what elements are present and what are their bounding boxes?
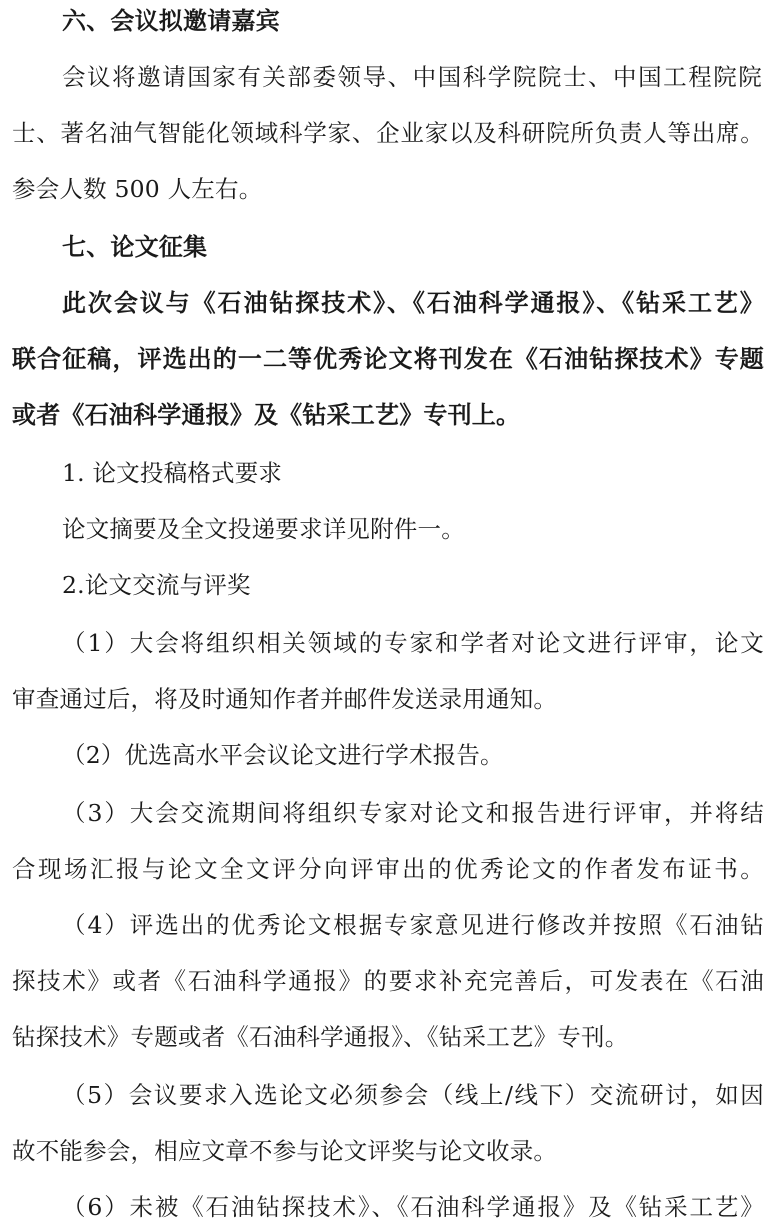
point-line: （3）大会交流期间将组织专家对论文和报告进行评审，并将结	[62, 799, 764, 827]
point-line: 钻探技术》专题或者《石油科学通报》、《钻采工艺》专刊。	[12, 1023, 629, 1051]
section-heading-paper-collection: 七、论文征集	[62, 233, 208, 261]
item-title-exchange-awards: 2.论文交流与评奖	[62, 571, 251, 599]
point-line: 探技术》或者《石油科学通报》的要求补充完善后，可发表在《石油	[12, 967, 764, 995]
item-title-format-requirements: 1. 论文投稿格式要求	[62, 459, 283, 487]
intro-line: 此次会议与《石油钻探技术》、《石油科学通报》、《钻采工艺》	[62, 289, 764, 317]
point-line: （2）优选高水平会议论文进行学术报告。	[62, 741, 504, 769]
item-text: 论文摘要及全文投递要求详见附件一。	[62, 515, 465, 543]
point-line: 故不能参会，相应文章不参与论文评奖与论文收录。	[12, 1137, 558, 1165]
point-line: （6）未被《石油钻探技术》、《石油科学通报》及《钻采工艺》	[62, 1193, 764, 1221]
paragraph-line: 会议将邀请国家有关部委领导、中国科学院院士、中国工程院院	[62, 63, 762, 91]
point-line: 合现场汇报与论文全文评分向评审出的优秀论文的作者发布证书。	[12, 855, 764, 883]
point-line: 审查通过后，将及时通知作者并邮件发送录用通知。	[12, 685, 558, 713]
point-line: （4）评选出的优秀论文根据专家意见进行修改并按照《石油钻	[62, 911, 764, 939]
intro-line: 或者《石油科学通报》及《钻采工艺》专刊上。	[12, 401, 521, 429]
paragraph-line: 士、著名油气智能化领域科学家、企业家以及科研院所负责人等出席。	[12, 119, 764, 147]
paragraph-line: 参会人数 500 人左右。	[12, 175, 263, 203]
point-line: （1）大会将组织相关领域的专家和学者对论文进行评审，论文	[62, 629, 764, 657]
point-line: （5）会议要求入选论文必须参会（线上/线下）交流研讨，如因	[62, 1081, 764, 1109]
intro-line: 联合征稿，评选出的一二等优秀论文将刊发在《石油钻探技术》专题	[12, 345, 764, 373]
section-heading-invited-guests: 六、会议拟邀请嘉宾	[62, 7, 280, 35]
